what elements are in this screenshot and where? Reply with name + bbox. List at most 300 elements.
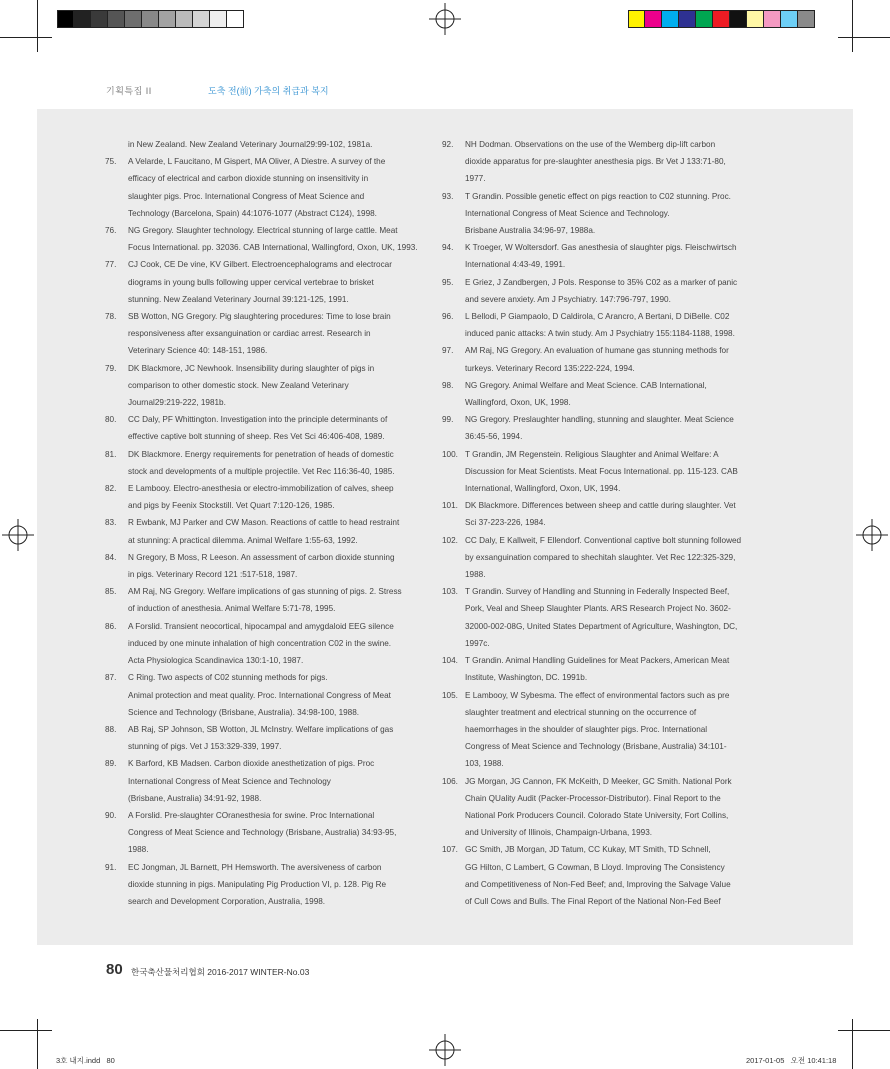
- reference-text: 1977.: [465, 174, 486, 184]
- reference-line: [442, 893, 772, 910]
- reference-text: turkeys. Veterinary Record 135:222-224, 1994.: [465, 363, 635, 373]
- reference-line: [105, 480, 435, 497]
- reference-text: stunning of pigs. Vet J 153:329-339, 1997.: [128, 742, 282, 752]
- reference-number: [442, 463, 465, 480]
- reference-text: CC Daly, E Kallweit, F Ellendorf. Conventional captive bolt stunning followed: [465, 535, 742, 545]
- reference-line: [442, 394, 772, 411]
- reference-text: E Lambooy. Electro-anesthesia or electro-immobilization of calves, sheep: [128, 484, 394, 494]
- reference-line: [442, 824, 772, 841]
- color-swatch: [713, 10, 730, 28]
- reference-line: [105, 532, 435, 549]
- reference-text: NG Gregory. Preslaughter handling, stunning and slaughter. Meat Science: [465, 415, 734, 425]
- reference-text: effective captive bolt stunning of sheep. Res Vet Sci 46:406-408, 1989.: [128, 432, 385, 442]
- reference-number: [442, 600, 465, 617]
- reference-text: Technology (Barcelona, Spain) 44:1076-1077 (Abstract C124), 1998.: [128, 208, 377, 218]
- reference-text: 103, 1988.: [465, 759, 504, 769]
- page-number: 80: [106, 961, 123, 978]
- reference-number: 95.: [442, 277, 454, 287]
- reference-number: [105, 841, 128, 858]
- reference-number: 104.: [442, 656, 458, 666]
- reference-text: efficacy of electrical and carbon dioxide stunning on insensitivity in: [128, 174, 369, 184]
- color-swatch: [176, 10, 193, 28]
- reference-number: 100.: [442, 449, 458, 459]
- reference-number: [442, 222, 465, 239]
- reference-line: [105, 824, 435, 841]
- reference-line: [105, 256, 435, 273]
- reference-number: 75.: [105, 157, 117, 167]
- reference-number: [105, 497, 128, 514]
- reference-line: [442, 497, 772, 514]
- reference-line: [442, 136, 772, 153]
- reference-line: [105, 291, 435, 308]
- reference-number: 97.: [442, 346, 454, 356]
- reference-text: dioxide stunning in pigs. Manipulating Pig Production VI, p. 128. Pig Re: [128, 879, 387, 889]
- reference-line: [105, 153, 435, 170]
- reference-number: 79.: [105, 363, 117, 373]
- reference-text: Chain QUality Audit (Packer-Processor-Distributor). Final Report to the: [465, 793, 721, 803]
- reference-text: NH Dodman. Observations on the use of the Wemberg dip-lift carbon: [465, 140, 716, 149]
- reference-number: 107.: [442, 845, 458, 855]
- grayscale-color-bar: [57, 10, 244, 28]
- reference-number: [442, 325, 465, 342]
- reference-number: 76.: [105, 226, 117, 236]
- references-right-column: [442, 136, 772, 910]
- reference-text: Pork, Veal and Sheep Slaughter Plants. ARS Research Project No. 3602-: [465, 604, 731, 614]
- reference-number: 85.: [105, 587, 117, 597]
- reference-line: [105, 549, 435, 566]
- color-swatch: [730, 10, 747, 28]
- color-swatch: [210, 10, 227, 28]
- reference-line: [442, 790, 772, 807]
- reference-line: [105, 635, 435, 652]
- reference-text: Wallingford, Oxon, UK, 1998.: [465, 398, 571, 408]
- reference-line: [105, 876, 435, 893]
- reference-text: in New Zealand. New Zealand Veterinary Journal29:99-102, 1981a.: [128, 140, 373, 149]
- reference-text: Sci 37-223-226, 1984.: [465, 518, 546, 528]
- reference-text: T Grandin. Survey of Handling and Stunning in Federally Inspected Beef,: [465, 587, 730, 597]
- color-swatch: [781, 10, 798, 28]
- reference-text: and Competitiveness of Non-Fed Beef; and, Improving the Salvage Value: [465, 879, 731, 889]
- reference-text: R Ewbank, MJ Parker and CW Mason. Reactions of cattle to head restraint: [128, 518, 400, 528]
- reference-text: JG Morgan, JG Cannon, FK McKeith, D Meeker, GC Smith. National Pork: [465, 776, 732, 786]
- reference-number: [442, 704, 465, 721]
- reference-number: 86.: [105, 621, 117, 631]
- reference-number: [442, 859, 465, 876]
- reference-text: NG Gregory. Animal Welfare and Meat Science. CAB International,: [465, 380, 707, 390]
- reference-line: [105, 205, 435, 222]
- reference-number: [105, 291, 128, 308]
- reference-line: [105, 704, 435, 721]
- color-swatch: [74, 10, 91, 28]
- reference-text: diograms in young bulls following upper cervical vertebrae to brisket: [128, 277, 374, 287]
- reference-number: 106.: [442, 776, 458, 786]
- reference-number: 84.: [105, 552, 117, 562]
- reference-text: stock and developments of a multiple projectile. Vet Rec 116:36-40, 1985.: [128, 466, 395, 476]
- reference-line: [105, 566, 435, 583]
- reference-line: [442, 841, 772, 858]
- reference-number: [442, 256, 465, 273]
- reference-number: 77.: [105, 260, 117, 270]
- reference-text: Discussion for Meat Scientists. Meat Focus International. pp. 115-123. CAB: [465, 466, 738, 476]
- reference-line: [105, 893, 435, 910]
- reference-number: [105, 773, 128, 790]
- reference-number: 81.: [105, 449, 117, 459]
- reference-number: 102.: [442, 535, 458, 545]
- reference-text: induced panic attacks: A twin study. Am J Psychiatry 155:1184-1188, 1998.: [465, 329, 735, 339]
- reference-line: [442, 446, 772, 463]
- publication-info: 한국축산물처리협회 2016-2017 WINTER-No.03: [131, 967, 310, 977]
- reference-line: [442, 549, 772, 566]
- reference-text: Congress of Meat Science and Technology (Brisbane, Australia) 34:101-: [465, 742, 727, 752]
- reference-text: DK Blackmore, JC Newhook. Insensibility during slaughter of pigs in: [128, 363, 375, 373]
- reference-number: [105, 893, 128, 910]
- reference-text: T Grandin, JM Regenstein. Religious Slaughter and Animal Welfare: A: [465, 449, 719, 459]
- reference-text: NG Gregory. Slaughter technology. Electrical stunning of large cattle. Meat: [128, 226, 398, 236]
- reference-line: [105, 859, 435, 876]
- reference-line: [105, 514, 435, 531]
- reference-number: [105, 188, 128, 205]
- reference-line: [442, 514, 772, 531]
- reference-line: [105, 394, 435, 411]
- color-swatch: [142, 10, 159, 28]
- reference-line: [442, 635, 772, 652]
- reference-line: [442, 256, 772, 273]
- reference-line: [442, 721, 772, 738]
- color-swatch: [159, 10, 176, 28]
- reference-number: 98.: [442, 380, 454, 390]
- reference-number: 83.: [105, 518, 117, 528]
- reference-text: stunning. New Zealand Veterinary Journal 39:121-125, 1991.: [128, 294, 349, 304]
- reference-number: [442, 480, 465, 497]
- reference-number: 87.: [105, 673, 117, 683]
- reference-number: 103.: [442, 587, 458, 597]
- section-title: 도축 전(前) 가축의 취급과 복지: [208, 86, 329, 96]
- reference-text: Institute, Washington, DC. 1991b.: [465, 673, 588, 683]
- reference-text: International, Wallingford, Oxon, UK, 1994.: [465, 484, 621, 494]
- color-swatch: [628, 10, 645, 28]
- reference-text: 1997c.: [465, 638, 490, 648]
- reference-text: Acta Physiologica Scandinavica 130:1-10, 1987.: [128, 656, 304, 666]
- reference-line: [105, 755, 435, 772]
- reference-number: [442, 876, 465, 893]
- reference-line: [442, 755, 772, 772]
- reference-text: CC Daly, PF Whittington. Investigation into the principle determinants of: [128, 415, 388, 425]
- reference-text: by exsanguination compared to shechitah slaughter. Vet Rec 122:325-329,: [465, 552, 736, 562]
- reference-number: 88.: [105, 724, 117, 734]
- reference-text: of induction of anesthesia. Animal Welfare 5:71-78, 1995.: [128, 604, 336, 614]
- reference-number: [105, 600, 128, 617]
- reference-text: and University of Illinois, Champaign-Urbana, 1993.: [465, 828, 653, 838]
- reference-text: (Brisbane, Australia) 34:91-92, 1988.: [128, 793, 262, 803]
- reference-text: AB Raj, SP Johnson, SB Wotton, JL McInstry. Welfare implications of gas: [128, 724, 394, 734]
- reference-line: [442, 188, 772, 205]
- reference-line: [442, 704, 772, 721]
- reference-number: [105, 394, 128, 411]
- reference-line: [105, 738, 435, 755]
- reference-line: [105, 411, 435, 428]
- reference-number: [105, 239, 128, 256]
- reference-number: 105.: [442, 690, 458, 700]
- reference-number: [105, 428, 128, 445]
- reference-text: GG Hilton, C Lambert, G Cowman, B Lloyd. Improving The Consistency: [465, 862, 725, 872]
- reference-number: 92.: [442, 140, 454, 149]
- reference-number: [105, 652, 128, 669]
- color-swatch: [91, 10, 108, 28]
- reference-text: AM Raj, NG Gregory. An evaluation of humane gas stunning methods for: [465, 346, 729, 356]
- reference-number: [105, 876, 128, 893]
- reference-line: [442, 325, 772, 342]
- reference-text: of Cull Cows and Bulls. The Final Report of the National Non-Fed Beef: [465, 896, 721, 906]
- reference-line: [105, 136, 435, 153]
- reference-number: 93.: [442, 191, 454, 201]
- reference-number: [442, 514, 465, 531]
- color-swatch: [227, 10, 244, 28]
- reference-text: EC Jongman, JL Barnett, PH Hemsworth. The aversiveness of carbon: [128, 862, 382, 872]
- reference-line: [105, 377, 435, 394]
- reference-line: [442, 876, 772, 893]
- reference-text: induced by one minute inhalation of high concentration C02 in the swine.: [128, 638, 392, 648]
- reference-number: [442, 738, 465, 755]
- reference-text: E Griez, J Zandbergen, J Pols. Response to 35% C02 as a marker of panic: [465, 277, 738, 287]
- reference-text: Science and Technology (Brisbane, Australia). 34:98-100, 1988.: [128, 707, 360, 717]
- reference-text: K Troeger, W Woltersdorf. Gas anesthesia of slaughter pigs. Fleischwirtsch: [465, 243, 737, 253]
- reference-line: [442, 738, 772, 755]
- reference-line: [442, 532, 772, 549]
- reference-number: 82.: [105, 484, 117, 494]
- color-swatch: [193, 10, 210, 28]
- reference-number: [442, 807, 465, 824]
- reference-text: in pigs. Veterinary Record 121 :517-518, 1987.: [128, 570, 298, 580]
- reference-number: [442, 428, 465, 445]
- reference-text: International Congress of Meat Science and Technology.: [465, 208, 670, 218]
- reference-text: slaughter treatment and electrical stunning on the occurrence of: [465, 707, 697, 717]
- process-color-bar: [628, 10, 815, 28]
- reference-text: C Ring. Two aspects of C02 stunning methods for pigs.: [128, 673, 328, 683]
- reference-text: 36:45-56, 1994.: [465, 432, 523, 442]
- reference-line: [442, 205, 772, 222]
- reference-line: [105, 618, 435, 635]
- reference-text: and pigs by Feenix Stockstill. Vet Quart 7:120-126, 1985.: [128, 501, 335, 511]
- reference-number: 90.: [105, 810, 117, 820]
- reference-line: [442, 807, 772, 824]
- reference-line: [105, 807, 435, 824]
- reference-text: 32000-002-08G, United States Department of Agriculture, Washington, DC,: [465, 621, 738, 631]
- reference-text: responsiveness after exsanguination or cardiac arrest. Research in: [128, 329, 371, 339]
- reference-line: [442, 583, 772, 600]
- reference-text: N Gregory, B Moss, R Leeson. An assessment of carbon dioxide stunning: [128, 552, 395, 562]
- reference-line: [105, 583, 435, 600]
- slug-timestamp: 2017-01-05 오전 10:41:18: [746, 1056, 837, 1065]
- reference-number: [442, 291, 465, 308]
- reference-text: Animal protection and meat quality. Proc. International Congress of Meat: [128, 690, 391, 700]
- color-swatch: [798, 10, 815, 28]
- reference-number: 96.: [442, 312, 454, 322]
- reference-line: [105, 669, 435, 686]
- reference-number: [105, 566, 128, 583]
- reference-line: [442, 153, 772, 170]
- reference-number: [442, 170, 465, 187]
- registration-mark-bottom-icon: [429, 1034, 461, 1066]
- reference-line: [105, 188, 435, 205]
- reference-number: [442, 394, 465, 411]
- reference-number: [105, 136, 128, 153]
- reference-line: [442, 480, 772, 497]
- reference-text: haemorrhages in the shoulder of slaughter pigs. Proc. International: [465, 724, 708, 734]
- reference-number: [105, 463, 128, 480]
- reference-text: slaughter pigs. Proc. International Congress of Meat Science and: [128, 191, 365, 201]
- color-swatch: [125, 10, 142, 28]
- reference-line: [442, 669, 772, 686]
- reference-text: AM Raj, NG Gregory. Welfare implications of gas stunning of pigs. 2. Stress: [128, 587, 402, 597]
- reference-number: [105, 824, 128, 841]
- reference-number: [105, 687, 128, 704]
- reference-number: [442, 549, 465, 566]
- reference-number: [105, 274, 128, 291]
- reference-line: [105, 600, 435, 617]
- reference-number: [105, 205, 128, 222]
- reference-line: [442, 222, 772, 239]
- references-left-column: [105, 136, 435, 910]
- reference-number: [442, 790, 465, 807]
- registration-mark-top-icon: [429, 3, 461, 35]
- reference-line: [442, 600, 772, 617]
- reference-line: [442, 618, 772, 635]
- color-swatch: [679, 10, 696, 28]
- reference-line: [105, 721, 435, 738]
- reference-line: [105, 239, 435, 256]
- reference-text: National Pork Producers Council. Colorado State University, Fort Collins,: [465, 810, 729, 820]
- color-swatch: [57, 10, 74, 28]
- reference-number: [105, 790, 128, 807]
- section-label: 기획특집 II: [106, 86, 152, 96]
- reference-line: [442, 360, 772, 377]
- reference-text: DK Blackmore. Energy requirements for penetration of heads of domestic: [128, 449, 394, 459]
- slug-filename: 3호 내지.indd 80: [56, 1056, 115, 1065]
- reference-text: SB Wotton, NG Gregory. Pig slaughtering procedures: Time to lose brain: [128, 312, 391, 322]
- reference-text: DK Blackmore. Differences between sheep and cattle during slaughter. Vet: [465, 501, 736, 511]
- reference-text: dioxide apparatus for pre-slaughter anesthesia pigs. Br Vet J 133:71-80,: [465, 157, 726, 167]
- reference-line: [105, 790, 435, 807]
- reference-line: [442, 291, 772, 308]
- reference-text: Veterinary Science 40: 148-151, 1986.: [128, 346, 268, 356]
- reference-number: [442, 893, 465, 910]
- reference-line: [105, 446, 435, 463]
- reference-line: [105, 274, 435, 291]
- reference-text: A Velarde, L Faucitano, M Gispert, MA Oliver, A Diestre. A survey of the: [128, 157, 386, 167]
- reference-text: and severe anxiety. Am J Psychiatry. 147:796-797, 1990.: [465, 294, 671, 304]
- reference-text: CJ Cook, CE De vine, KV Gilbert. Electroencephalograms and electrocar: [128, 260, 392, 270]
- reference-number: 91.: [105, 862, 117, 872]
- reference-line: [442, 463, 772, 480]
- reference-line: [105, 463, 435, 480]
- reference-number: [105, 377, 128, 394]
- reference-line: [442, 566, 772, 583]
- reference-number: 78.: [105, 312, 117, 322]
- reference-line: [442, 170, 772, 187]
- color-swatch: [662, 10, 679, 28]
- reference-number: [442, 153, 465, 170]
- reference-line: [105, 497, 435, 514]
- reference-line: [442, 274, 772, 291]
- reference-number: [105, 738, 128, 755]
- reference-line: [105, 360, 435, 377]
- reference-number: [442, 205, 465, 222]
- reference-number: [442, 721, 465, 738]
- reference-text: GC Smith, JB Morgan, JD Tatum, CC Kukay, MT Smith, TD Schnell,: [465, 845, 711, 855]
- reference-number: 94.: [442, 243, 454, 253]
- reference-number: 80.: [105, 415, 117, 425]
- reference-number: [442, 824, 465, 841]
- reference-line: [105, 342, 435, 359]
- reference-number: [442, 635, 465, 652]
- reference-number: [105, 635, 128, 652]
- reference-number: [442, 360, 465, 377]
- reference-line: [105, 325, 435, 342]
- reference-number: [442, 755, 465, 772]
- reference-text: 1988.: [465, 570, 486, 580]
- reference-text: E Lambooy, W Sybesma. The effect of environmental factors such as pre: [465, 690, 730, 700]
- reference-number: 101.: [442, 501, 458, 511]
- reference-line: [442, 411, 772, 428]
- reference-line: [442, 652, 772, 669]
- reference-line: [442, 773, 772, 790]
- color-swatch: [696, 10, 713, 28]
- reference-text: International 4:43-49, 1991.: [465, 260, 566, 270]
- color-swatch: [108, 10, 125, 28]
- reference-number: [105, 325, 128, 342]
- reference-text: comparison to other domestic stock. New Zealand Veterinary: [128, 380, 349, 390]
- reference-number: 89.: [105, 759, 117, 769]
- reference-text: search and Development Corporation, Australia, 1998.: [128, 896, 326, 906]
- reference-text: T Grandin. Animal Handling Guidelines for Meat Packers, American Meat: [465, 656, 730, 666]
- reference-text: Journal29:219-222, 1981b.: [128, 398, 226, 408]
- reference-number: [105, 532, 128, 549]
- reference-line: [442, 687, 772, 704]
- reference-text: Focus International. pp. 32036. CAB International, Wallingford, Oxon, UK, 1993.: [128, 243, 418, 253]
- reference-line: [105, 222, 435, 239]
- reference-line: [442, 859, 772, 876]
- color-swatch: [747, 10, 764, 28]
- reference-line: [105, 652, 435, 669]
- reference-line: [442, 239, 772, 256]
- reference-number: [105, 170, 128, 187]
- reference-line: [105, 428, 435, 445]
- reference-line: [442, 308, 772, 325]
- registration-mark-right-icon: [856, 519, 888, 551]
- reference-text: T Grandin. Possible genetic effect on pigs reaction to C02 stunning. Proc.: [465, 191, 731, 201]
- reference-number: [105, 704, 128, 721]
- reference-number: [105, 342, 128, 359]
- reference-line: [105, 773, 435, 790]
- color-swatch: [764, 10, 781, 28]
- reference-text: Congress of Meat Science and Technology (Brisbane, Australia) 34:93-95,: [128, 828, 397, 838]
- reference-line: [442, 342, 772, 359]
- reference-line: [105, 687, 435, 704]
- reference-line: [442, 428, 772, 445]
- reference-text: A Forslid. Pre-slaughter COranesthesia for swine. Proc International: [128, 810, 375, 820]
- reference-number: 99.: [442, 415, 454, 425]
- reference-line: [105, 170, 435, 187]
- reference-text: 1988.: [128, 845, 149, 855]
- reference-text: International Congress of Meat Science and Technology: [128, 776, 331, 786]
- reference-line: [442, 377, 772, 394]
- registration-mark-left-icon: [2, 519, 34, 551]
- reference-text: A Forslid. Transient neocortical, hipocampal and amygdaloid EEG silence: [128, 621, 394, 631]
- reference-text: at stunning: A practical dilemma. Animal Welfare 1:55-63, 1992.: [128, 535, 358, 545]
- reference-line: [105, 308, 435, 325]
- reference-text: L Bellodi, P Giampaolo, D Caldirola, C Arancro, A Bertani, D DiBelle. C02: [465, 312, 730, 322]
- reference-text: Brisbane Australia 34:96-97, 1988a.: [465, 226, 596, 236]
